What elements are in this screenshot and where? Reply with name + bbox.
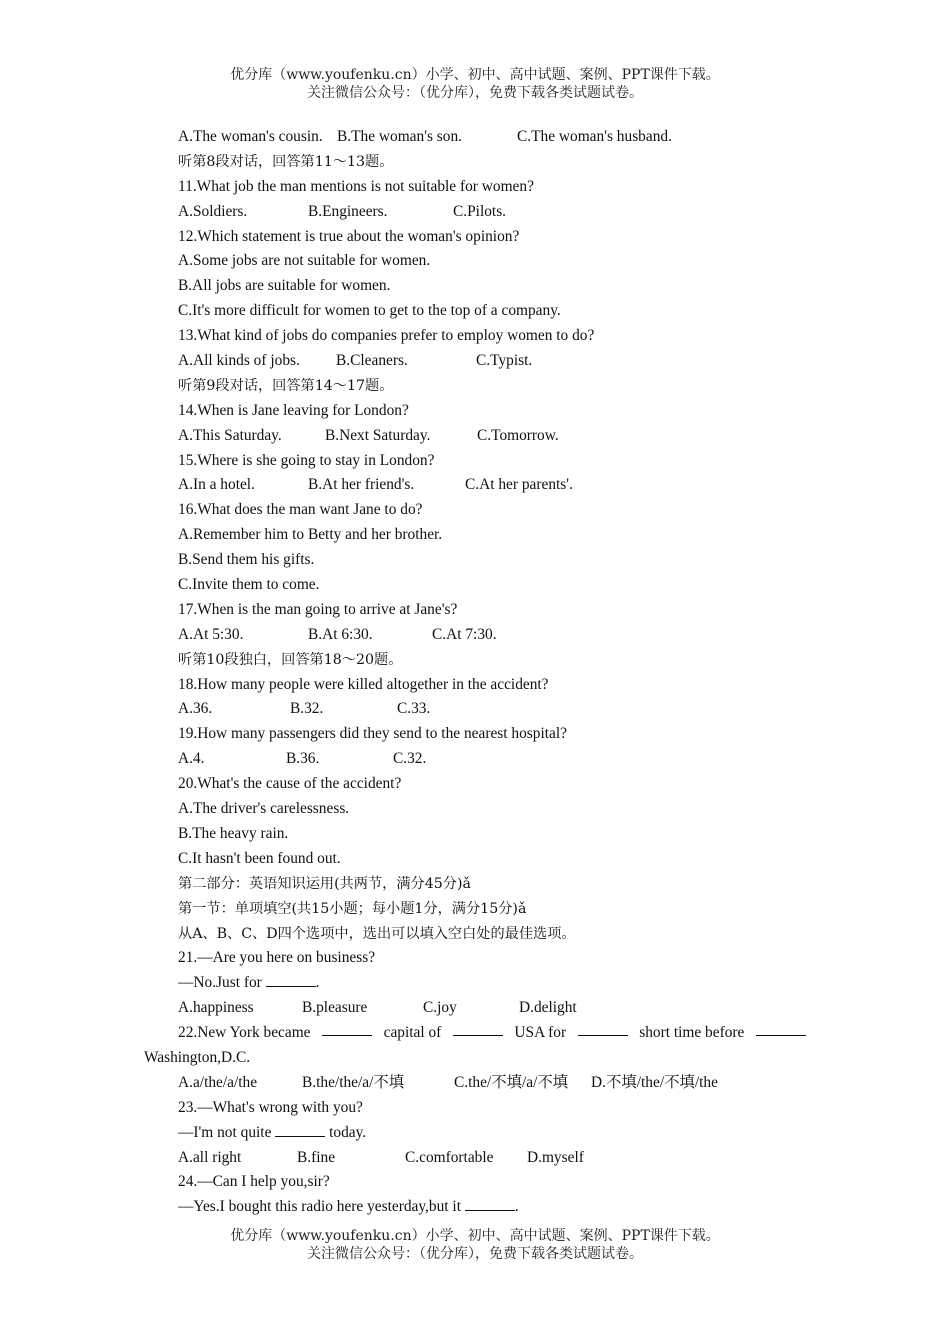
option-a: A.At 5:30.	[178, 625, 244, 643]
q12-option-c: C.It's more difficult for women to get to the top of a company.	[178, 302, 561, 320]
q21-line1: 21.—Are you here on business?	[178, 949, 376, 967]
q21-options	[178, 996, 818, 1021]
option-c: C.Typist.	[476, 352, 533, 370]
option-b: B.32.	[290, 700, 324, 718]
part2-title: 第二部分：英语知识运用(共两节，满分45分)ǎ	[178, 875, 471, 892]
q11-stem: 11.What job the man mentions is not suitable for women?	[178, 177, 534, 195]
q14-options	[178, 424, 818, 449]
footer-line-2: 关注微信公众号：（优分库），免费下载各类试题试卷。	[307, 1246, 643, 1262]
instruction-part10: 听第10段独白，回答第18～20题。	[178, 651, 403, 668]
q15-options	[178, 473, 818, 498]
option-b: B.The woman's son.	[337, 128, 463, 145]
q21-line2	[178, 971, 818, 996]
q16-stem: 16.What does the man want Jane to do?	[178, 501, 423, 519]
instruction-part9: 听第9段对话，回答第14～17题。	[178, 377, 394, 394]
q17-stem: 17.When is the man going to arrive at Jane's?	[178, 600, 458, 618]
footer-line-1: 优分库（www.youfenku.cn）小学、初中、高中试题、案例、PPT课件下载。	[230, 1228, 720, 1244]
q22-line2: Washington,D.C.	[144, 1048, 251, 1066]
q12-option-b: B.All jobs are suitable for women.	[178, 277, 391, 295]
q22-word-1: 22.New York became	[178, 1024, 311, 1042]
option-a: A.a/the/a/the	[178, 1073, 258, 1091]
option-c: C.The woman's husband.	[517, 128, 672, 145]
q19-stem: 19.How many passengers did they send to the nearest hospital?	[178, 725, 567, 743]
option-b: B.At 6:30.	[308, 625, 373, 643]
q20-stem: 20.What's the cause of the accident?	[178, 775, 402, 793]
q22-word-4: short time before	[639, 1024, 745, 1042]
q16-option-b: B.Send them his gifts.	[178, 551, 315, 569]
q14-stem: 14.When is Jane leaving for London?	[178, 401, 409, 419]
answer-blank	[322, 1021, 372, 1036]
q16-option-a: A.Remember him to Betty and her brother.	[178, 526, 443, 544]
option-a: A.In a hotel.	[178, 476, 255, 494]
option-a: A.Soldiers.	[178, 202, 248, 220]
q24-end: .	[514, 1198, 519, 1216]
option-a: A.4.	[178, 750, 205, 768]
header-line-1: 优分库（www.youfenku.cn）小学、初中、高中试题、案例、PPT课件下载。	[230, 67, 720, 83]
option-c: C.33.	[397, 700, 431, 718]
q20-option-b: B.The heavy rain.	[178, 824, 289, 842]
q22-line1	[178, 1021, 806, 1046]
option-a: A.All kinds of jobs.	[178, 352, 300, 370]
q18-stem: 18.How many people were killed altogether in the accident?	[178, 675, 549, 693]
option-b: B.36.	[286, 750, 320, 768]
answer-blank	[275, 1122, 325, 1137]
q23-line2	[178, 1121, 818, 1146]
q20-option-c: C.It hasn't been found out.	[178, 849, 341, 867]
q19-options	[178, 747, 818, 772]
option-d: D.不填/the/不填/the	[591, 1073, 718, 1091]
q13-options	[178, 349, 818, 374]
q22-word-3: USA for	[514, 1024, 567, 1042]
option-b: B.At her friend's.	[308, 476, 415, 494]
q21-end: .	[315, 974, 320, 992]
q22-word-2: capital of	[383, 1024, 442, 1042]
option-c: C.joy	[423, 999, 457, 1017]
q17-options	[178, 623, 818, 648]
option-c: C.Tomorrow.	[477, 426, 559, 444]
option-c: C.At her parents'.	[465, 476, 573, 494]
exam-content	[144, 125, 818, 1220]
section1-title: 第一节：单项填空(共15小题；每小题1分，满分15分)ǎ	[178, 900, 527, 917]
page-header	[0, 66, 950, 102]
q24-text: —Yes.I bought this radio here yesterday,but it	[178, 1198, 465, 1216]
answer-blank	[756, 1021, 806, 1036]
option-c: C.comfortable	[405, 1148, 494, 1166]
q20-option-a: A.The driver's carelessness.	[178, 800, 350, 818]
option-d: D.myself	[527, 1148, 584, 1166]
option-c: C.Pilots.	[453, 202, 507, 220]
option-b: B.Cleaners.	[336, 352, 408, 370]
q12-option-a: A.Some jobs are not suitable for women.	[178, 252, 431, 270]
option-a: A.This Saturday.	[178, 426, 282, 444]
option-c: C.32.	[393, 750, 427, 768]
q22-options	[178, 1071, 818, 1096]
q24-line2	[178, 1195, 818, 1220]
q21-text: —No.Just for	[178, 974, 266, 992]
option-c: C.the/不填/a/不填	[454, 1073, 569, 1091]
answer-blank	[453, 1021, 503, 1036]
instruction-part8: 听第8段对话，回答第11～13题。	[178, 153, 394, 170]
q23-options	[178, 1146, 818, 1171]
answer-blank	[266, 972, 316, 987]
option-d: D.delight	[519, 999, 577, 1017]
option-b: B.Next Saturday.	[325, 426, 431, 444]
q12-stem: 12.Which statement is true about the woman's opinion?	[178, 227, 520, 245]
option-a: A.36.	[178, 700, 213, 718]
answer-blank	[465, 1196, 515, 1211]
page-footer	[0, 1227, 950, 1263]
header-line-2: 关注微信公众号：（优分库），免费下载各类试题试卷。	[307, 85, 643, 101]
q23-line1: 23.—What's wrong with you?	[178, 1098, 363, 1116]
answer-blank	[578, 1021, 628, 1036]
q10-options	[178, 125, 818, 150]
option-c: C.At 7:30.	[432, 625, 497, 643]
q13-stem: 13.What kind of jobs do companies prefer to employ women to do?	[178, 327, 595, 345]
option-a: A.The woman's cousin.	[178, 128, 323, 145]
q23-end: today.	[325, 1123, 367, 1141]
option-b: B.Engineers.	[308, 202, 388, 220]
q24-line1: 24.—Can I help you,sir?	[178, 1173, 330, 1191]
section1-instruction: 从A、B、C、D四个选项中，选出可以填入空白处的最佳选项。	[178, 925, 576, 942]
option-b: B.fine	[297, 1148, 336, 1166]
q23-text: —I'm not quite	[178, 1123, 276, 1141]
q15-stem: 15.Where is she going to stay in London?	[178, 451, 435, 469]
option-a: A.all right	[178, 1148, 242, 1166]
q18-options	[178, 697, 818, 722]
q11-options	[178, 200, 818, 225]
option-b: B.the/the/a/不填	[302, 1073, 405, 1091]
option-b: B.pleasure	[302, 999, 368, 1017]
q16-option-c: C.Invite them to come.	[178, 576, 320, 594]
option-a: A.happiness	[178, 999, 254, 1017]
